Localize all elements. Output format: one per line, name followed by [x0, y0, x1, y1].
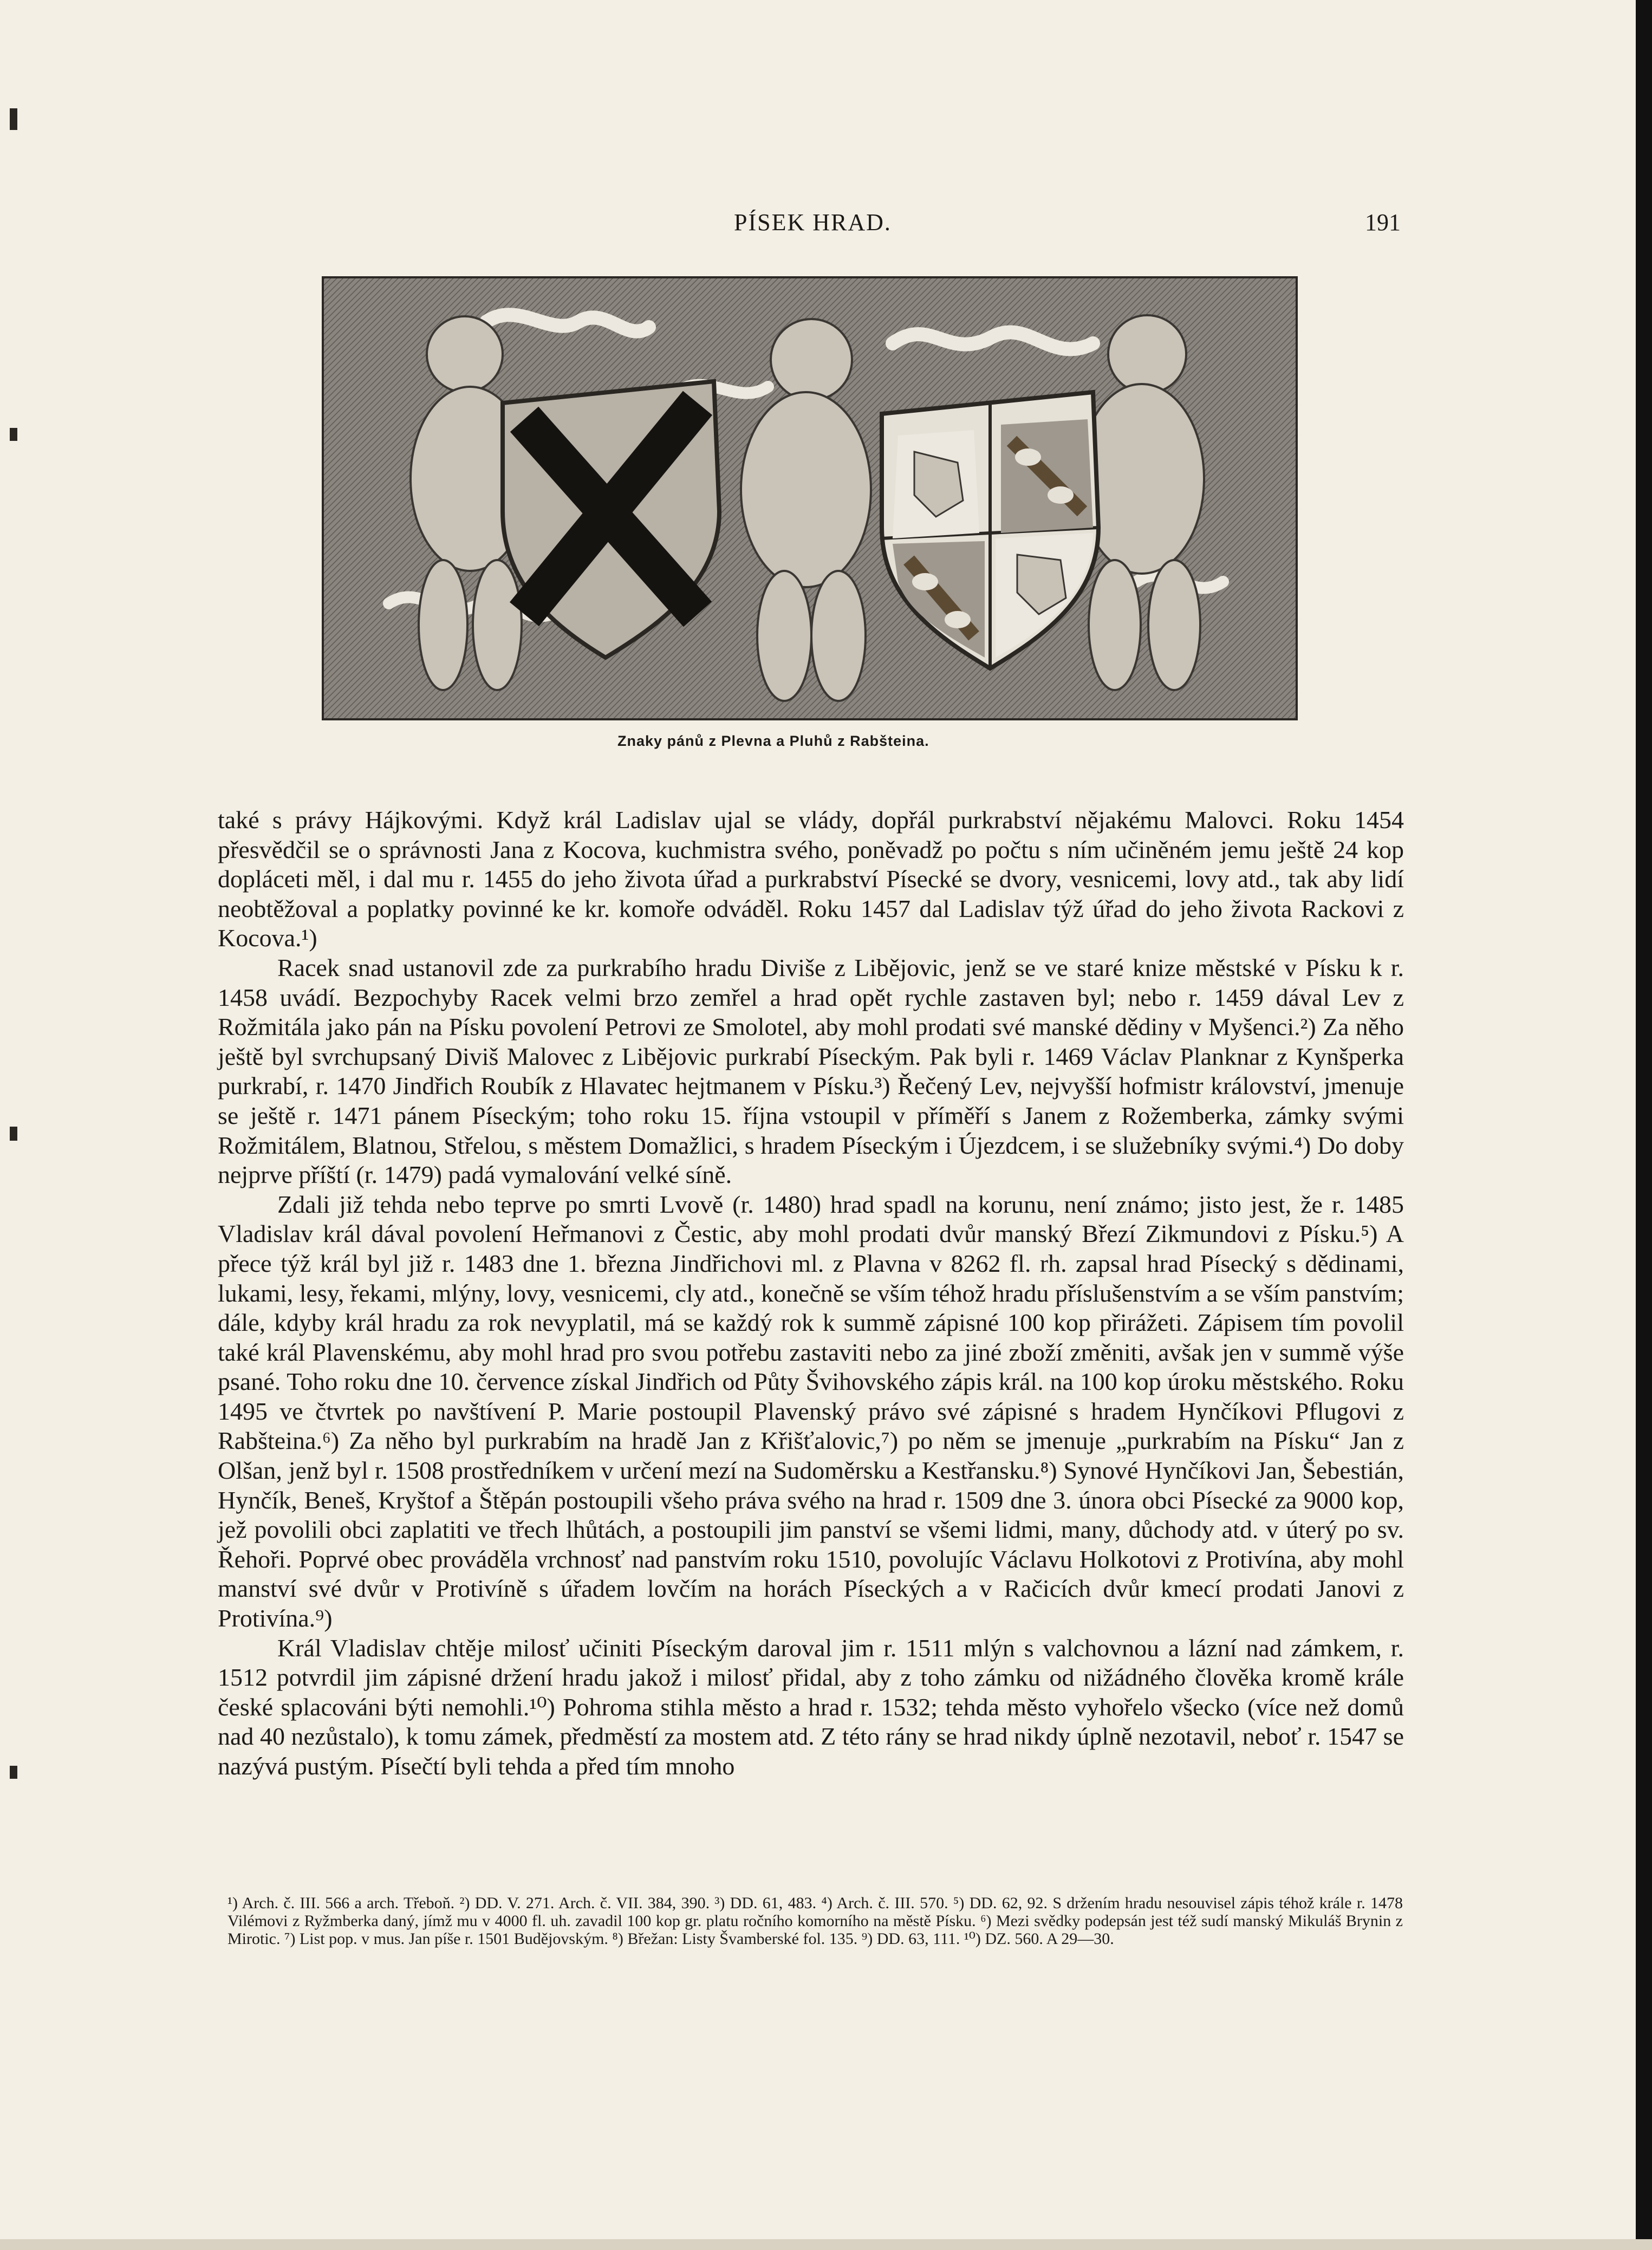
binding-mark: [10, 108, 17, 130]
running-head: [0, 209, 1652, 241]
paragraph: Král Vladislav chtěje milosť učiniti Píseckým daroval jim r. 1511 mlýn s valchovnou a lázní nad zámkem, r. 1512 potvrdil jim zápisné držení hradu jakož i milosť přidal, aby z toho zámku od nižádného člověka kromě krále české splacováni býti nemohli.¹⁰) Pohroma stihla město a hrad r. 1532; tehda město vyhořelo všecko (více než domů nad 40 nezůstalo), k tomu zámek, předměstí za mostem atd. Z této rány se hrad nikdy úplně nezotavil, neboť r. 1547 se nazývá pustým. Písečtí byli tehda a před tím mnoho: [218, 1634, 1404, 1780]
footnotes: [227, 1894, 1403, 1948]
scan-edge: [0, 2239, 1652, 2250]
binding-mark: [10, 1127, 17, 1141]
figure-caption: Znaky pánů z Plevna a Pluhů z Rabšteina.: [617, 733, 929, 749]
shield-plevna-icon: [503, 381, 719, 658]
page-number: 191: [1365, 209, 1401, 236]
page-title: PÍSEK HRAD.: [734, 209, 892, 236]
illustration-drawing: [324, 278, 1296, 718]
binding-mark: [10, 1766, 17, 1779]
body-text: [218, 805, 1404, 1781]
footnote-text: ¹) Arch. č. III. 566 a arch. Třeboň. ²) DD. V. 271. Arch. č. VII. 384, 390. ³) DD. 61, 483. ⁴) Arch. č. III. 570. ⁵) DD. 62, 92. S držením hradu nesouvisel zápis téhož krále r. 1478 Vilémovi z Ryžmberka daný, jímž mu v 4000 fl. uh. zavadil 100 kop gr. platu ročního komorního na městě Písku. ⁶) Mezi svědky podepsán jest též sudí manský Mikuláš Brynin z Mirotic. ⁷) List pop. v mus. Jan píše r. 1501 Budějovským. ⁸) Břežan: Listy Švamberské fol. 135. ⁹) DD. 63, 111. ¹⁰) DZ. 560. A 29—30.: [227, 1894, 1403, 1948]
binding-mark: [10, 428, 17, 441]
coat-of-arms-illustration: [322, 276, 1298, 720]
paragraph: také s právy Hájkovými. Když král Ladislav ujal se vlády, dopřál purkrabství nějakému Malovci. Roku 1454 přesvědčil se o správnosti Jana z Kocova, kuchmistra svého, poněvadž po počtu s ním učiněném jemu ještě 24 kop dopláceti měl, i dal mu r. 1455 do jeho života úřad a purkrabství Písecké se dvory, vesnicemi, lovy atd., tak aby lidí neobtěžoval a poplatky povinné ke kr. komoře odváděl. Roku 1457 dal Ladislav týž úřad do jeho života Rackovi z Kocova.¹): [218, 806, 1404, 952]
scan-edge: [1636, 0, 1652, 2250]
paragraph: Racek snad ustanovil zde za purkrabího hradu Diviše z Libějovic, jenž se ve staré knize městské v Písku k r. 1458 uvádí. Bezpochyby Racek velmi brzo zemřel a hrad opět rychle zastaven byl; nebo r. 1459 dával Lev z Rožmitála jako pán na Písku povolení Petrovi ze Smolotel, aby mohl prodati své manské dědiny v Myšenci.²) Za něho ještě byl svrchupsaný Diviš Malovec z Libějovic purkrabí Píseckým. Pak byli r. 1469 Václav Planknar z Kynšperka purkrabí, r. 1470 Jindřich Roubík z Hlavatec hejtmanem v Písku.³) Řečený Lev, nejvyšší hofmistr království, jmenuje se ještě r. 1471 pánem Píseckým; toho roku 15. října vstoupil v příměří s Janem z Rožemberka, zámky svými Rožmitálem, Blatnou, Střelou, s městem Domažlici, s hradem Píseckým i Újezdcem, i se služebníky svými.⁴) Do doby nejprve příští (r. 1479) padá vymalování velké síně.: [218, 953, 1404, 1189]
paragraph: Zdali již tehda nebo teprve po smrti Lvově (r. 1480) hrad spadl na korunu, není známo; jisto jest, že r. 1485 Vladislav král dával povolení Heřmanovi z Čestic, aby mohl prodati dvůr manský Březí Zikmundovi z Písku.⁵) A přece týž král byl již r. 1483 dne 1. března Jindřichovi ml. z Plavna v 8262 fl. rh. zapsal hrad Písecký s dědinami, lukami, lesy, řekami, mlýny, lovy, vesnicemi, cly atd., konečně se vším téhož hradu příslušenstvím a se vším panstvím; dále, kdyby král hradu za rok nevyplatil, má se každý rok k summě zápisné 100 kop přirážeti. Zápisem tím povolil také král Plavenskému, aby mohl hrad pro svou potřebu zastaviti nebo za jiné zboží změniti, avšak jen v summě výše psané. Toho roku dne 10. července získal Jindřich od Půty Švihovského zápis král. na 100 kop úroku městského. Roku 1495 ve čtvrtek po navštívení P. Marie postoupil Plavenský právo své zápisné s hradem Hynčíkovi Pflugovi z Rabšteina.⁶) Za něho byl purkrabím na hradě Jan z Křišťalovic,⁷) po něm se jmenuje „purkrabím na Písku“ Jan z Olšan, jenž byl r. 1508 prostředníkem v určení mezí na Sudoměrsku a Kestřansku.⁸) Synové Hynčíkovi Jan, Šebestián, Hynčík, Beneš, Kryštof a Štěpán postoupili všeho práva svého na hrad r. 1509 dne 3. února obci Písecké za 9000 kop, jež povolili obci zaplatiti ve třech lhůtách, a postoupili jim panství se všemi lidmi, many, důchody atd. v úterý po sv. Řehoři. Poprvé obec prováděla vrchnosť nad panstvím roku 1510, povolujíc Václavu Holkotovi z Protivína, aby mohl manství své dvůr v Protivíně s úřadem lovčím na horách Píseckých a v Račicích dvůr kmecí prodati Janovi z Protivína.⁹): [218, 1190, 1404, 1633]
